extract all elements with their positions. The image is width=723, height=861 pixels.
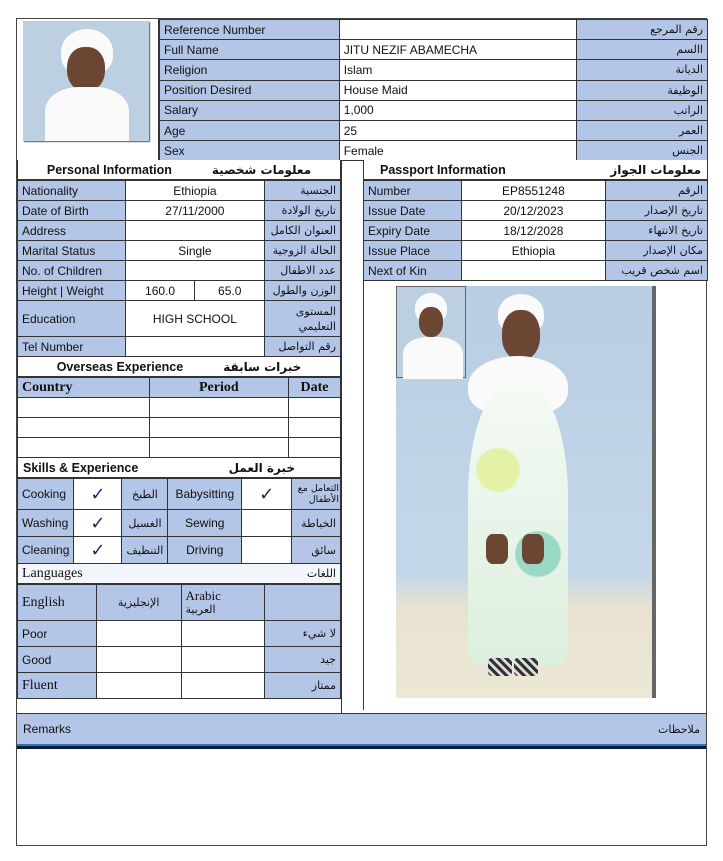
arabic-fluent-cell[interactable] (181, 673, 265, 699)
arabic-good-cell[interactable] (181, 647, 265, 673)
skills-table (17, 478, 341, 564)
value-religion: Islam (339, 60, 577, 80)
skills-title-ar: خبرة العمل (228, 460, 295, 475)
value-position: House Maid (339, 80, 577, 100)
arabic-poor-cell[interactable] (181, 621, 265, 647)
table-row (18, 181, 341, 201)
languages-title-en: Languages (22, 565, 83, 581)
label-nationality: Nationality (18, 181, 126, 201)
table-row (364, 241, 708, 261)
table-row (18, 647, 341, 673)
table-row (18, 510, 341, 537)
value-dob: 27/11/2000 (125, 201, 264, 221)
skills-title-en: Skills & Experience (23, 460, 139, 475)
header-table (159, 19, 708, 161)
english-good-cell[interactable] (96, 647, 181, 673)
table-row (18, 221, 341, 241)
label-position: Position Desired (160, 80, 340, 100)
full-body-photo-cell (363, 281, 708, 710)
check-icon[interactable]: ✓ (74, 510, 122, 537)
label-salary-ar: الراتب (577, 100, 708, 120)
value-nationality: Ethiopia (125, 181, 264, 201)
skill-washing-ar: الغسيل (122, 510, 168, 537)
value-children (125, 261, 264, 281)
english-fluent-cell[interactable] (96, 673, 181, 699)
table-row (160, 120, 708, 140)
cell-date (289, 438, 341, 458)
overseas-title-ar: خبرات سابقة (223, 359, 302, 374)
skill-cleaning-ar: التنظيف (122, 537, 168, 564)
table-row (160, 80, 708, 100)
check-icon[interactable]: ✓ (74, 537, 122, 564)
cell-date (289, 418, 341, 438)
table-row (18, 438, 341, 458)
label-salary: Salary (160, 100, 340, 120)
value-salary: 1,000 (339, 100, 577, 120)
table-row (364, 221, 708, 241)
inset-portrait-photo (396, 286, 466, 378)
level-fluent-ar: ممتاز (265, 673, 341, 699)
table-row (160, 100, 708, 120)
skill-driving: Driving (168, 537, 242, 564)
col-period: Period (149, 378, 288, 398)
personal-info-title-ar: معلومات شخصية (211, 162, 312, 177)
overseas-title-en: Overseas Experience (56, 359, 184, 374)
table-row (364, 261, 708, 281)
label-children-ar: عدد الاطفال (265, 261, 341, 281)
left-column (17, 160, 341, 699)
cell-period (149, 438, 288, 458)
label-sex-ar: الجنس (577, 141, 708, 161)
table-row (18, 261, 341, 281)
value-age: 25 (339, 120, 577, 140)
skill-cooking-ar: الطبخ (122, 479, 168, 510)
col-date: Date (289, 378, 341, 398)
table-row (18, 201, 341, 221)
label-education: Education (18, 301, 126, 337)
label-next-of-kin: Next of Kin (364, 261, 462, 281)
table-row (18, 337, 341, 357)
label-full-name-ar: االسم (577, 40, 708, 60)
full-body-photo (396, 286, 656, 698)
value-next-of-kin (461, 261, 605, 281)
value-full-name: JITU NEZIF ABAMECHA (339, 40, 577, 60)
overseas-title (17, 357, 341, 377)
check-icon[interactable]: ✓ (74, 479, 122, 510)
label-address-ar: العنوان الكامل (265, 221, 341, 241)
label-marital-status-ar: الحالة الزوجية (265, 241, 341, 261)
column-divider (341, 160, 363, 713)
table-row (18, 241, 341, 261)
remarks-title-en: Remarks (23, 722, 72, 736)
label-issue-date: Issue Date (364, 201, 462, 221)
value-address (125, 221, 264, 241)
lang-english: English (18, 585, 97, 621)
checkbox-driving[interactable] (242, 537, 292, 564)
skill-cooking: Cooking (18, 479, 74, 510)
skill-sewing-ar: الخياطة (292, 510, 341, 537)
cell-period (149, 398, 288, 418)
lang-arabic-ar: العربية (185, 602, 216, 616)
label-children: No. of Children (18, 261, 126, 281)
level-poor: Poor (18, 621, 97, 647)
label-height-weight: Height | Weight (18, 281, 126, 301)
label-reference-number-ar: رقم المرجع (577, 20, 708, 40)
label-marital-status: Marital Status (18, 241, 126, 261)
value-weight: 65.0 (195, 281, 265, 301)
table-row (18, 673, 341, 699)
label-passport-number-ar: الرقم (606, 181, 708, 201)
table-row (18, 621, 341, 647)
label-tel-ar: رقم التواصل (265, 337, 341, 357)
label-expiry-date-ar: تاريخ الانتهاء (606, 221, 708, 241)
cv-form (16, 18, 707, 846)
languages-title-ar: اللغات (306, 567, 336, 580)
check-icon[interactable]: ✓ (242, 479, 292, 510)
table-row (18, 479, 341, 510)
value-issue-place: Ethiopia (461, 241, 605, 261)
label-issue-place-ar: مكان الإصدار (606, 241, 708, 261)
value-marital-status: Single (125, 241, 264, 261)
label-dob: Date of Birth (18, 201, 126, 221)
skill-babysitting-ar: التعامل مع الأطفال (292, 479, 341, 510)
label-sex: Sex (160, 141, 340, 161)
table-row (18, 281, 341, 301)
lang-header-blank (265, 585, 341, 621)
remarks-title-ar: ملاحظات (658, 722, 700, 736)
checkbox-sewing[interactable] (242, 510, 292, 537)
label-full-name: Full Name (160, 40, 340, 60)
passport-title-en: Passport Information (380, 162, 506, 177)
lang-arabic-en: Arabic (185, 587, 221, 603)
lang-arabic (181, 585, 265, 621)
cell-period (149, 418, 288, 438)
label-issue-date-ar: تاريخ الإصدار (606, 201, 708, 221)
label-passport-number: Number (364, 181, 462, 201)
skill-cleaning: Cleaning (18, 537, 74, 564)
level-poor-ar: لا شيء (265, 621, 341, 647)
label-dob-ar: تاريخ الولادة (265, 201, 341, 221)
languages-header-row (18, 585, 341, 621)
label-age-ar: العمر (577, 120, 708, 140)
value-education: HIGH SCHOOL (125, 301, 264, 337)
col-country: Country (18, 378, 150, 398)
value-reference-number (339, 20, 577, 40)
label-next-of-kin-ar: اسم شخص قريب (606, 261, 708, 281)
label-reference-number: Reference Number (160, 20, 340, 40)
label-religion: Religion (160, 60, 340, 80)
table-row (18, 301, 341, 337)
label-nationality-ar: الجنسية (265, 181, 341, 201)
value-expiry-date: 18/12/2028 (461, 221, 605, 241)
label-tel: Tel Number (18, 337, 126, 357)
label-height-weight-ar: الوزن والطول (265, 281, 341, 301)
label-expiry-date: Expiry Date (364, 221, 462, 241)
passport-table (363, 180, 708, 281)
portrait-photo-cell (17, 19, 159, 160)
english-poor-cell[interactable] (96, 621, 181, 647)
label-position-ar: الوظيفة (577, 80, 708, 100)
value-tel (125, 337, 264, 357)
cell-country (18, 398, 150, 418)
level-fluent: Fluent (18, 673, 97, 699)
personal-info-title (17, 160, 341, 180)
label-address: Address (18, 221, 126, 241)
personal-info-title-en: Personal Information (46, 162, 172, 177)
table-row (18, 418, 341, 438)
skill-washing: Washing (18, 510, 74, 537)
table-row (364, 181, 708, 201)
table-row (160, 60, 708, 80)
table-row (160, 141, 708, 161)
table-row (160, 40, 708, 60)
label-age: Age (160, 120, 340, 140)
languages-title (17, 564, 341, 584)
cell-country (18, 418, 150, 438)
right-column (363, 160, 708, 710)
label-issue-place: Issue Place (364, 241, 462, 261)
remarks-header (17, 713, 706, 744)
skills-title (17, 458, 341, 478)
skill-driving-ar: سائق (292, 537, 341, 564)
personal-info-table (17, 180, 341, 357)
overseas-header-row (18, 378, 341, 398)
portrait-photo (23, 21, 149, 141)
passport-title (363, 160, 708, 180)
label-religion-ar: الديانة (577, 60, 708, 80)
table-row (18, 537, 341, 564)
overseas-table (17, 377, 341, 458)
label-education-ar: المستوى التعليمي (265, 301, 341, 337)
value-sex: Female (339, 141, 577, 161)
level-good-ar: جيد (265, 647, 341, 673)
value-height: 160.0 (125, 281, 195, 301)
table-row (160, 20, 708, 40)
level-good: Good (18, 647, 97, 673)
languages-table (17, 584, 341, 699)
cell-date (289, 398, 341, 418)
skill-sewing: Sewing (168, 510, 242, 537)
passport-title-ar: معلومات الجواز (610, 162, 701, 177)
value-passport-number: EP8551248 (461, 181, 605, 201)
remarks-body[interactable] (17, 749, 706, 845)
lang-english-ar: الإنجليزية (96, 585, 181, 621)
table-row (364, 201, 708, 221)
value-issue-date: 20/12/2023 (461, 201, 605, 221)
table-row (18, 398, 341, 418)
skill-babysitting: Babysitting (168, 479, 242, 510)
cell-country (18, 438, 150, 458)
